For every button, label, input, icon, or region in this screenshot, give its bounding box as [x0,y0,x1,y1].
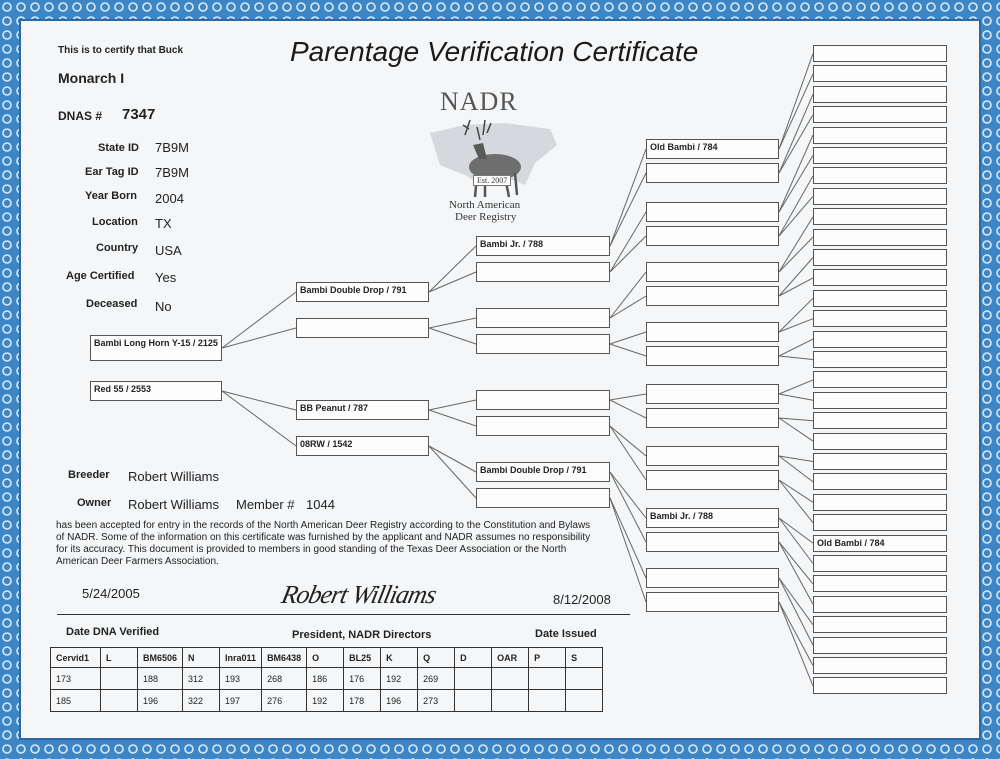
field-label: Deceased [86,298,138,310]
connector-line [610,426,646,480]
marker-cell [492,668,529,690]
pedigree-g4-box [646,592,779,612]
pedigree-dam-dam: 08RW / 1542 [296,436,429,456]
member-number: 1044 [306,497,335,512]
pedigree-g4-box: Old Bambi / 784 [646,139,779,159]
pedigree-g3-box [476,308,610,328]
logo-est: Est. 2007 [473,175,511,186]
field-label: Country [96,242,139,254]
pedigree-g5-box [813,290,947,307]
connector-line [779,339,813,356]
dna-table [50,647,603,712]
marker-cell [455,668,492,690]
connector-line [779,456,813,462]
dnas-number: 7347 [122,106,156,123]
field-value: 7B9M [155,165,189,180]
connector-line [779,418,813,421]
pedigree-g3-box: Bambi Jr. / 788 [476,236,610,256]
connector-line [779,176,813,236]
pedigree-g5-box [813,147,947,164]
marker-cell: 188 [138,668,183,690]
marker-cell [101,690,138,712]
marker-cell: 273 [418,690,455,712]
connector-line [779,480,813,502]
pedigree-g5-box [813,473,947,490]
connector-line [429,446,476,498]
connector-line [610,498,646,602]
connector-line [610,426,646,456]
marker-header: BL25 [344,648,381,668]
connector-line [779,518,813,564]
pedigree-g5-box [813,208,947,225]
connector-line [779,518,813,543]
pedigree-g4-box [646,446,779,466]
marker-cell: 196 [381,690,418,712]
pedigree-sire: Bambi Long Horn Y-15 / 2125 [90,335,222,361]
certify-text: This is to certify that Buck [58,45,184,56]
connector-line [779,380,813,394]
pedigree-g4-box [646,568,779,588]
pedigree-g3-box: Bambi Double Drop / 791 [476,462,610,482]
connector-line [779,578,813,625]
connector-line [610,498,646,578]
connector-line [610,296,646,318]
pedigree-g5-box [813,555,947,572]
pedigree-g5-box [813,229,947,246]
pedigree-g5-box [813,412,947,429]
marker-header: Inra011 [220,648,262,668]
connector-line [610,272,646,318]
marker-header: BM6506 [138,648,183,668]
pedigree-g4-box [646,322,779,342]
pedigree-g5-box [813,167,947,184]
pedigree-g5-box [813,351,947,368]
connector-line [429,318,476,328]
pedigree-g4-box [646,262,779,282]
marker-cell: 276 [262,690,307,712]
marker-cell: 193 [220,668,262,690]
field-value: No [155,299,172,314]
marker-header: Q [418,648,455,668]
pedigree-g5-box [813,106,947,123]
marker-header: OAR [492,648,529,668]
table-row [51,690,603,712]
owner-label: Owner [77,497,112,509]
marker-cell: 268 [262,668,307,690]
logo-line1: North American [449,199,521,211]
field-label: State ID [98,142,139,154]
pedigree-g5-box [813,637,947,654]
pedigree-g5-box [813,269,947,286]
field-label: Year Born [85,190,137,202]
marker-header: S [566,648,603,668]
signature: Robert Williams [279,580,439,609]
connector-line [610,400,646,418]
pedigree-g4-box [646,226,779,246]
connector-line [610,472,646,542]
marker-header: BM6438 [262,648,307,668]
pedigree-g5-box [813,392,947,409]
connector-line [779,319,813,332]
pedigree-g5-box [813,657,947,674]
pedigree-g5-box [813,86,947,103]
connector-line [779,602,813,686]
marker-cell: 185 [51,690,101,712]
pedigree-g4-box: Bambi Jr. / 788 [646,508,779,528]
pedigree-sire-sire: Bambi Double Drop / 791 [296,282,429,302]
field-value: 7B9M [155,140,189,155]
signature-line [57,614,630,615]
date-issued-label: Date Issued [535,628,597,640]
date-issued: 8/12/2008 [553,592,611,607]
connector-line [779,542,813,584]
pedigree-g5-box [813,494,947,511]
certificate-title: Parentage Verification Certificate [290,36,699,67]
connector-line [429,328,476,344]
marker-cell: 196 [138,690,183,712]
connector-line [610,173,646,246]
logo-line2: Deer Registry [455,211,517,223]
pedigree-g5-box: Old Bambi / 784 [813,535,947,552]
pedigree-g5-box [813,677,947,694]
marker-cell: 322 [183,690,220,712]
connector-line [610,332,646,344]
pedigree-g3-box [476,416,610,436]
connector-line [429,246,476,292]
breeder-name: Robert Williams [128,469,220,484]
marker-cell: 178 [344,690,381,712]
marker-header: P [529,648,566,668]
field-label: Ear Tag ID [85,166,139,178]
pedigree-g5-box [813,371,947,388]
pedigree-g4-box [646,286,779,306]
marker-cell [529,668,566,690]
connector-line [222,391,296,410]
field-value: Yes [155,270,177,285]
breeder-label: Breeder [68,469,110,481]
marker-cell: 192 [381,668,418,690]
pedigree-dam: Red 55 / 2553 [90,381,222,401]
marker-cell: 186 [307,668,344,690]
connector-line [610,394,646,400]
marker-cell [455,690,492,712]
connector-line [222,292,296,348]
marker-cell [529,690,566,712]
pedigree-g5-box [813,188,947,205]
connector-line [779,418,813,441]
connector-line [610,149,646,246]
pedigree-g5-box [813,310,947,327]
pedigree-g4-box [646,163,779,183]
pedigree-g5-box [813,616,947,633]
marker-cell: 312 [183,668,220,690]
connector-line [222,328,296,348]
pedigree-g4-box [646,532,779,552]
pedigree-g5-box [813,453,947,470]
connector-line [779,237,813,272]
pedigree-g5-box [813,45,947,62]
pedigree-g3-box [476,390,610,410]
pedigree-g3-box [476,334,610,354]
pedigree-g3-box [476,488,610,508]
marker-header: D [455,648,492,668]
marker-cell: 192 [307,690,344,712]
connector-line [779,298,813,332]
logo-name: NADR [440,87,518,116]
pedigree-g5-box [813,514,947,531]
pedigree-g4-box [646,470,779,490]
pedigree-g5-box [813,596,947,613]
connector-line [429,400,476,410]
table-row [51,668,603,690]
marker-header: Cervid1 [51,648,101,668]
pedigree-g4-box [646,384,779,404]
connector-line [779,135,813,212]
table-header-row [51,648,603,668]
marker-cell: 173 [51,668,101,690]
pedigree-g3-box [476,262,610,282]
marker-cell [492,690,529,712]
connector-line [779,356,813,360]
marker-header: O [307,648,344,668]
owner-name: Robert Williams [128,497,220,512]
pedigree-g4-box [646,202,779,222]
connector-line [779,480,813,523]
field-value: 2004 [155,191,184,206]
pedigree-g5-box [813,65,947,82]
connector-line [610,344,646,356]
marker-header: N [183,648,220,668]
connector-line [779,278,813,296]
pedigree-g4-box [646,346,779,366]
connector-line [779,394,813,400]
marker-header: L [101,648,138,668]
legal-statement: has been accepted for entry in the records of the North American Deer Registry according to the Constitution and Bylaws of NADR. Some of the information on this certificate was furnished by the applicant and NADR assumes no responsibility for its accuracy. This document is provided to members in good standing of the Texas Deer Association or the North American Deer Farmers Association. [56,520,591,567]
field-value: USA [155,243,182,258]
pedigree-g5-box [813,249,947,266]
date-dna-label: Date DNA Verified [66,626,160,638]
connector-line [222,391,296,446]
connector-line [779,74,813,149]
dnas-label: DNAS # [58,109,103,123]
connector-line [779,196,813,236]
field-label: Age Certified [66,270,135,282]
pedigree-g5-box [813,331,947,348]
president-label: President, NADR Directors [292,629,432,641]
marker-cell [566,668,603,690]
field-label: Location [92,216,138,228]
connector-line [429,410,476,426]
marker-cell [101,668,138,690]
marker-cell: 197 [220,690,262,712]
marker-cell: 176 [344,668,381,690]
connector-line [779,456,813,482]
pedigree-dam-sire: BB Peanut / 787 [296,400,429,420]
pedigree-g5-box [813,433,947,450]
buck-name: Monarch I [58,70,125,86]
field-value: TX [155,216,172,231]
pedigree-sire-dam [296,318,429,338]
connector-line [779,542,813,604]
marker-header: K [381,648,418,668]
marker-cell [566,690,603,712]
marker-cell: 269 [418,668,455,690]
pedigree-g5-box [813,575,947,592]
connector-line [429,272,476,292]
pedigree-g4-box [646,408,779,428]
pedigree-g5-box [813,127,947,144]
member-label: Member # [236,497,295,512]
connector-line [429,446,476,472]
date-dna-verified: 5/24/2005 [82,586,140,601]
